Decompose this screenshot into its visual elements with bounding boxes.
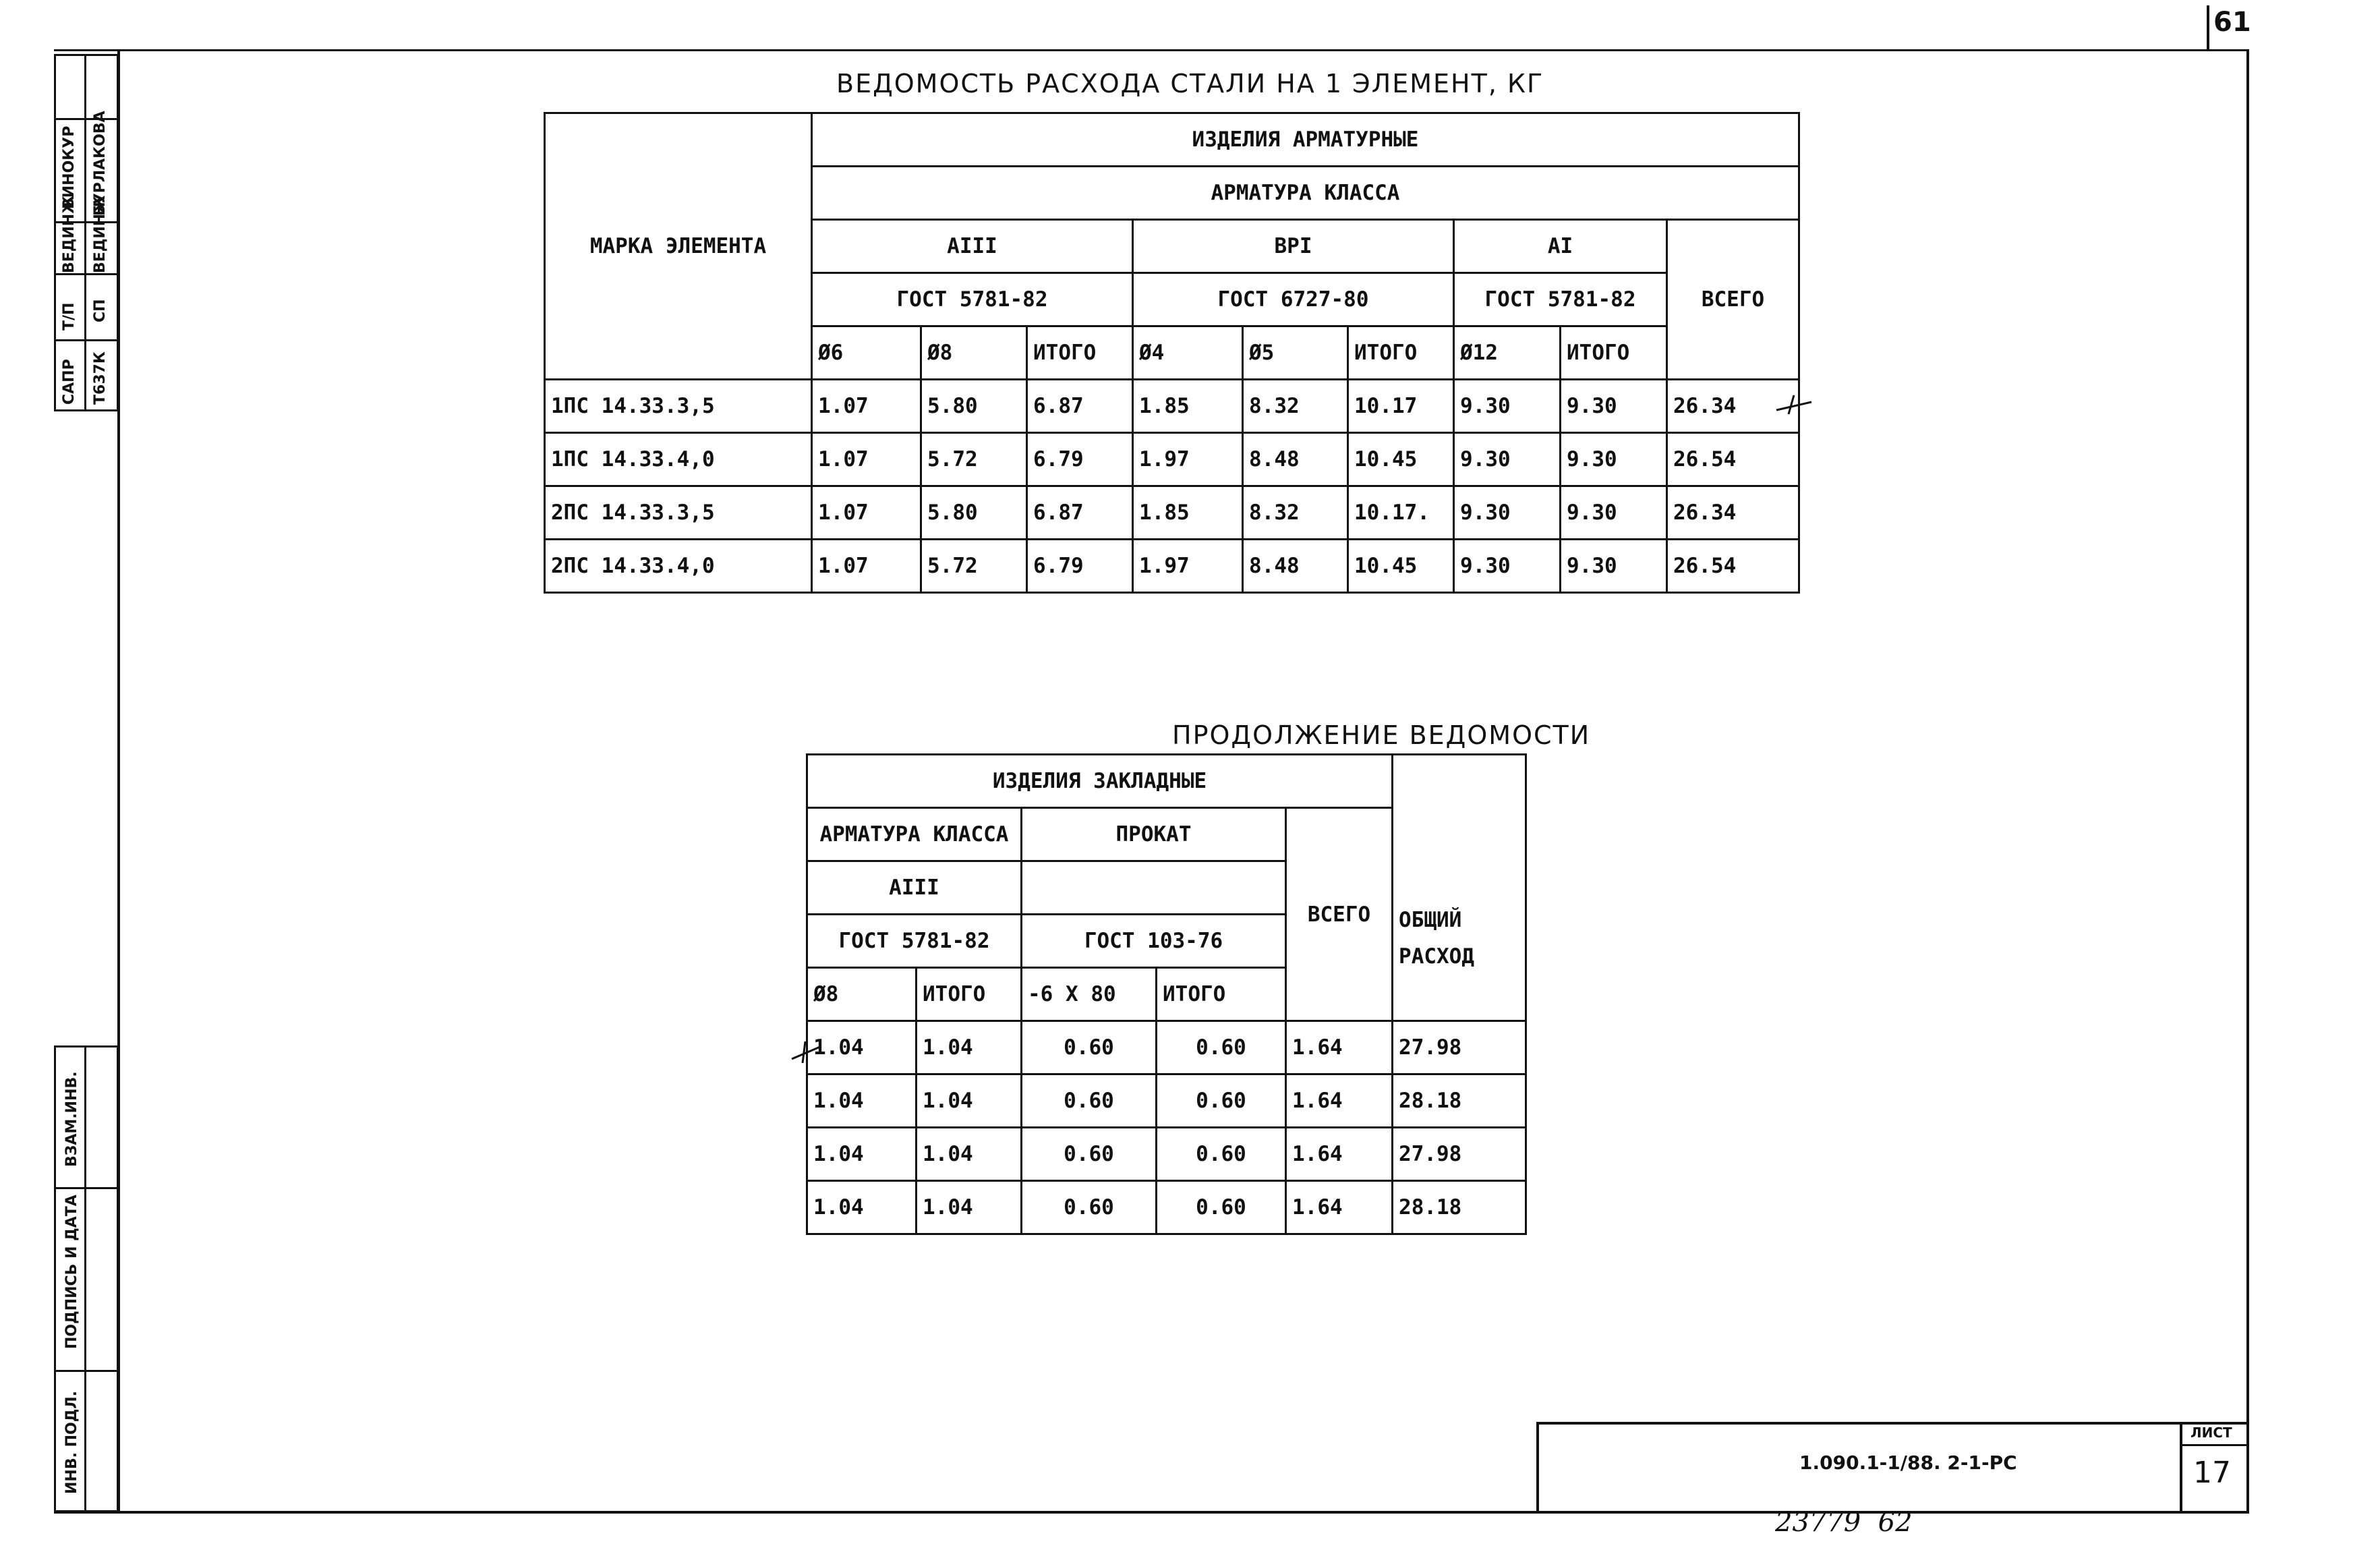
cell: 10.17 [1348,380,1454,433]
sheet-frame-right [2246,49,2249,1513]
header-gost-3: ГОСТ 5781-82 [1454,273,1667,326]
cell: 0.60 [1022,1128,1157,1181]
document-code: 1.090.1-1/88. 2-1-РС [1799,1452,2017,1474]
strip-text-tp: Т/П [61,302,78,331]
subheader: ИТОГО [1348,326,1454,380]
cell: 1.04 [917,1181,1022,1234]
strip-text-podpis-data: ПОДПИСЬ И ДАТА [63,1195,80,1349]
cell: 10.45 [1348,540,1454,593]
subheader: Ø8 [807,968,917,1021]
strip-text-inv-podl: ИНВ. ПОДЛ. [63,1391,80,1494]
cell: 2ПС 14.33.4,0 [545,540,812,593]
table-row [807,1128,1526,1181]
cell: 10.45 [1348,433,1454,486]
header-total: ВСЕГО [1286,808,1393,1021]
header-overall-line2: РАСХОД [1399,944,1475,969]
subheader: ИТОГО [917,968,1022,1021]
cell: 27.98 [1393,1021,1526,1074]
strip-text-t637k: Т637К [92,351,109,405]
header-overall [1393,755,1526,1021]
cell: 6.79 [1027,433,1133,486]
pen-tick-mark [1774,390,1814,417]
header-rolled-empty [1022,861,1286,915]
cell: 1.64 [1286,1181,1393,1234]
cell: 27.98 [1393,1128,1526,1181]
cell: 1.04 [807,1021,917,1074]
archive-number: 23779 62 [1775,1507,1913,1538]
cell: 1.07 [812,486,921,540]
cell: 1.04 [917,1074,1022,1128]
cell: 9.30 [1454,433,1561,486]
cell: 26.34 [1667,380,1799,433]
cell: 5.72 [921,433,1027,486]
header-mark: МАРКА ЭЛЕМЕНТА [545,113,812,380]
cell: 1.07 [812,433,921,486]
strip-text-vinokur: ВИНОКУР [61,125,78,209]
header-class: АРМАТУРА КЛАССА [807,808,1022,861]
cell: 8.32 [1243,380,1348,433]
subheader: ИТОГО [1561,326,1667,380]
cell: 28.18 [1393,1074,1526,1128]
header-gost-2: ГОСТ 103-76 [1022,915,1286,968]
cell: 1.04 [807,1181,917,1234]
cell: 1.07 [812,540,921,593]
cell: 1.04 [917,1128,1022,1181]
strip-text-sapr: САПР [61,359,78,405]
page-number: 61 [2213,7,2251,38]
cell: 26.54 [1667,540,1799,593]
sheet-label: ЛИСТ [2190,1425,2232,1441]
subheader: Ø12 [1454,326,1561,380]
header-embedded: ИЗДЕЛИЯ ЗАКЛАДНЫЕ [807,755,1393,808]
cell: 9.30 [1561,486,1667,540]
cell: 0.60 [1022,1074,1157,1128]
cell: 2ПС 14.33.3,5 [545,486,812,540]
cell: 8.32 [1243,486,1348,540]
cell: 1.64 [1286,1128,1393,1181]
cell: 28.18 [1393,1181,1526,1234]
subheader: Ø4 [1133,326,1243,380]
strip-text-burlakova: БУРЛАКОВА [92,111,109,216]
subheader: Ø8 [921,326,1027,380]
header-rolled: ПРОКАТ [1022,808,1286,861]
steel-consumption-table [544,112,1800,594]
cell: 6.87 [1027,486,1133,540]
header-products: ИЗДЕЛИЯ АРМАТУРНЫЕ [812,113,1799,167]
cell: 6.79 [1027,540,1133,593]
cell: 0.60 [1157,1181,1286,1234]
strip-text-sp: СП [92,299,109,322]
table-row [807,1074,1526,1128]
strip-text-vedinzh-1: ВЕДИНЖ [61,195,78,273]
subheader: -6 X 80 [1022,968,1157,1021]
table-row [545,540,1799,593]
header-gost-2: ГОСТ 6727-80 [1133,273,1454,326]
header-vpi: ВРI [1133,220,1454,273]
header-aiii: AIII [812,220,1133,273]
table-row [807,1021,1526,1074]
table-row [545,380,1799,433]
cell: 10.17. [1348,486,1454,540]
steel-consumption-continuation-table [806,753,1527,1235]
cell: 1ПС 14.33.4,0 [545,433,812,486]
header-gost-1: ГОСТ 5781-82 [807,915,1022,968]
strip-text-vzam-inv: ВЗАМ.ИНВ. [63,1071,80,1167]
subheader: ИТОГО [1157,968,1286,1021]
subheader: ИТОГО [1027,326,1133,380]
cell: 6.87 [1027,380,1133,433]
subheader: Ø6 [812,326,921,380]
title-block-divider [2180,1422,2182,1514]
header-class: АРМАТУРА КЛАССА [812,167,1799,220]
sheet-label-divider [2180,1444,2249,1446]
subheader: Ø5 [1243,326,1348,380]
cell: 8.48 [1243,433,1348,486]
header-gost-1: ГОСТ 5781-82 [812,273,1133,326]
cell: 9.30 [1454,486,1561,540]
cell: 1.97 [1133,433,1243,486]
cell: 1.85 [1133,380,1243,433]
cell: 26.34 [1667,486,1799,540]
cell: 0.60 [1157,1021,1286,1074]
cell: 1.04 [807,1074,917,1128]
cell: 1.64 [1286,1021,1393,1074]
cell: 9.30 [1454,540,1561,593]
pen-tick-mark-2 [789,1039,823,1066]
cell: 9.30 [1561,540,1667,593]
table-row [807,1181,1526,1234]
cell: 1.07 [812,380,921,433]
header-ai: AI [1454,220,1667,273]
sheet-number: 17 [2193,1456,2231,1490]
cell: 8.48 [1243,540,1348,593]
cell: 5.80 [921,380,1027,433]
header-aiii: AIII [807,861,1022,915]
table2-title: ПРОДОЛЖЕНИЕ ВЕДОМОСТИ [1172,720,1591,750]
cell: 0.60 [1022,1181,1157,1234]
cell: 9.30 [1561,433,1667,486]
page-number-divider [2207,5,2209,51]
cell: 26.54 [1667,433,1799,486]
cell: 9.30 [1454,380,1561,433]
cell: 5.72 [921,540,1027,593]
cell: 1.04 [807,1128,917,1181]
cell: 0.60 [1022,1021,1157,1074]
cell: 9.30 [1561,380,1667,433]
table-row [545,433,1799,486]
cell: 1.85 [1133,486,1243,540]
header-overall-line1: ОБЩИЙ [1399,908,1462,932]
cell: 1.64 [1286,1074,1393,1128]
sheet-frame-top [54,49,2249,51]
cell: 1ПС 14.33.3,5 [545,380,812,433]
header-total: ВСЕГО [1667,220,1799,380]
cell: 1.04 [917,1021,1022,1074]
cell: 1.97 [1133,540,1243,593]
cell: 5.80 [921,486,1027,540]
strip-text-vedinzh-2: ВЕДИНЖ [92,195,109,273]
table-row [545,486,1799,540]
table1-title: ВЕДОМОСТЬ РАСХОДА СТАЛИ НА 1 ЭЛЕМЕНТ, КГ [836,69,1544,98]
cell: 0.60 [1157,1074,1286,1128]
cell: 0.60 [1157,1128,1286,1181]
